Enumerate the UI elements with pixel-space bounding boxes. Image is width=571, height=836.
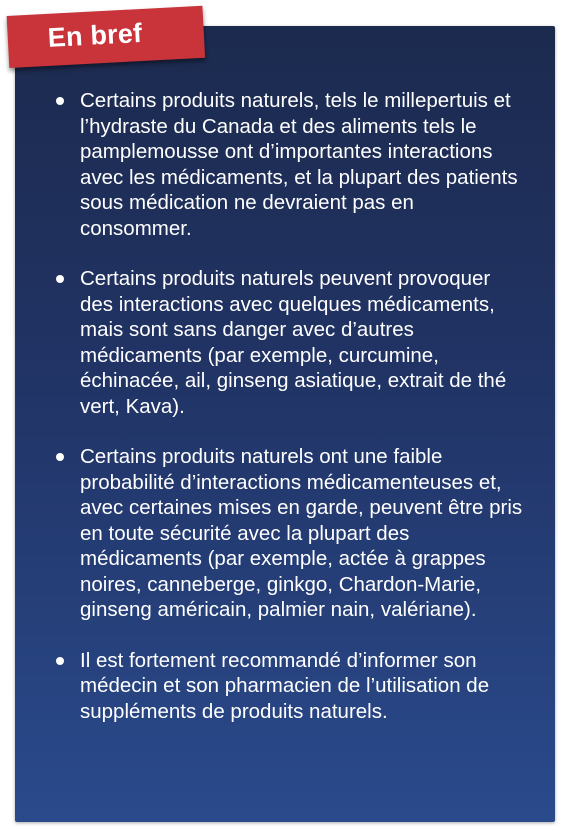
bullet-icon — [56, 657, 64, 665]
list-item-text: Certains produits naturels, tels le millepertuis et l’hydraste du Canada et des aliments tels le pamplemousse ont d’importantes interactions avec les médicaments, et la plupart des patients sous médication ne devraient pas en consommer. — [80, 89, 518, 240]
bullet-icon — [56, 275, 64, 283]
list-item-text: Certains produits naturels ont une faible probabilité d’interactions médicamenteuses et, avec certaines mises en garde, peuvent être pris en toute sécurité avec la plupart des médicaments (par exemple, actée à grappes noires, canneberge, ginkgo, Chardon-Marie, ginseng américain, palmier nain, valériane). — [80, 445, 523, 621]
bullet-list — [56, 88, 526, 749]
list-item — [56, 444, 526, 623]
list-item-text: Certains produits naturels peuvent provoquer des interactions avec quelques médicaments, mais sont sans danger avec d’autres médicaments (par exemple, curcumine, échinacée, ail, ginseng asiatique, extrait de thé vert, Kava). — [80, 267, 507, 418]
list-item — [56, 648, 526, 725]
panel-title: En bref — [47, 17, 143, 53]
bullet-icon — [56, 453, 64, 461]
bullet-icon — [56, 97, 64, 105]
list-item — [56, 266, 526, 419]
title-banner — [7, 6, 205, 68]
list-item-text: Il est fortement recommandé d’informer son médecin et son pharmacien de l’utilisation de suppléments de produits naturels. — [80, 648, 490, 723]
list-item — [56, 88, 526, 241]
